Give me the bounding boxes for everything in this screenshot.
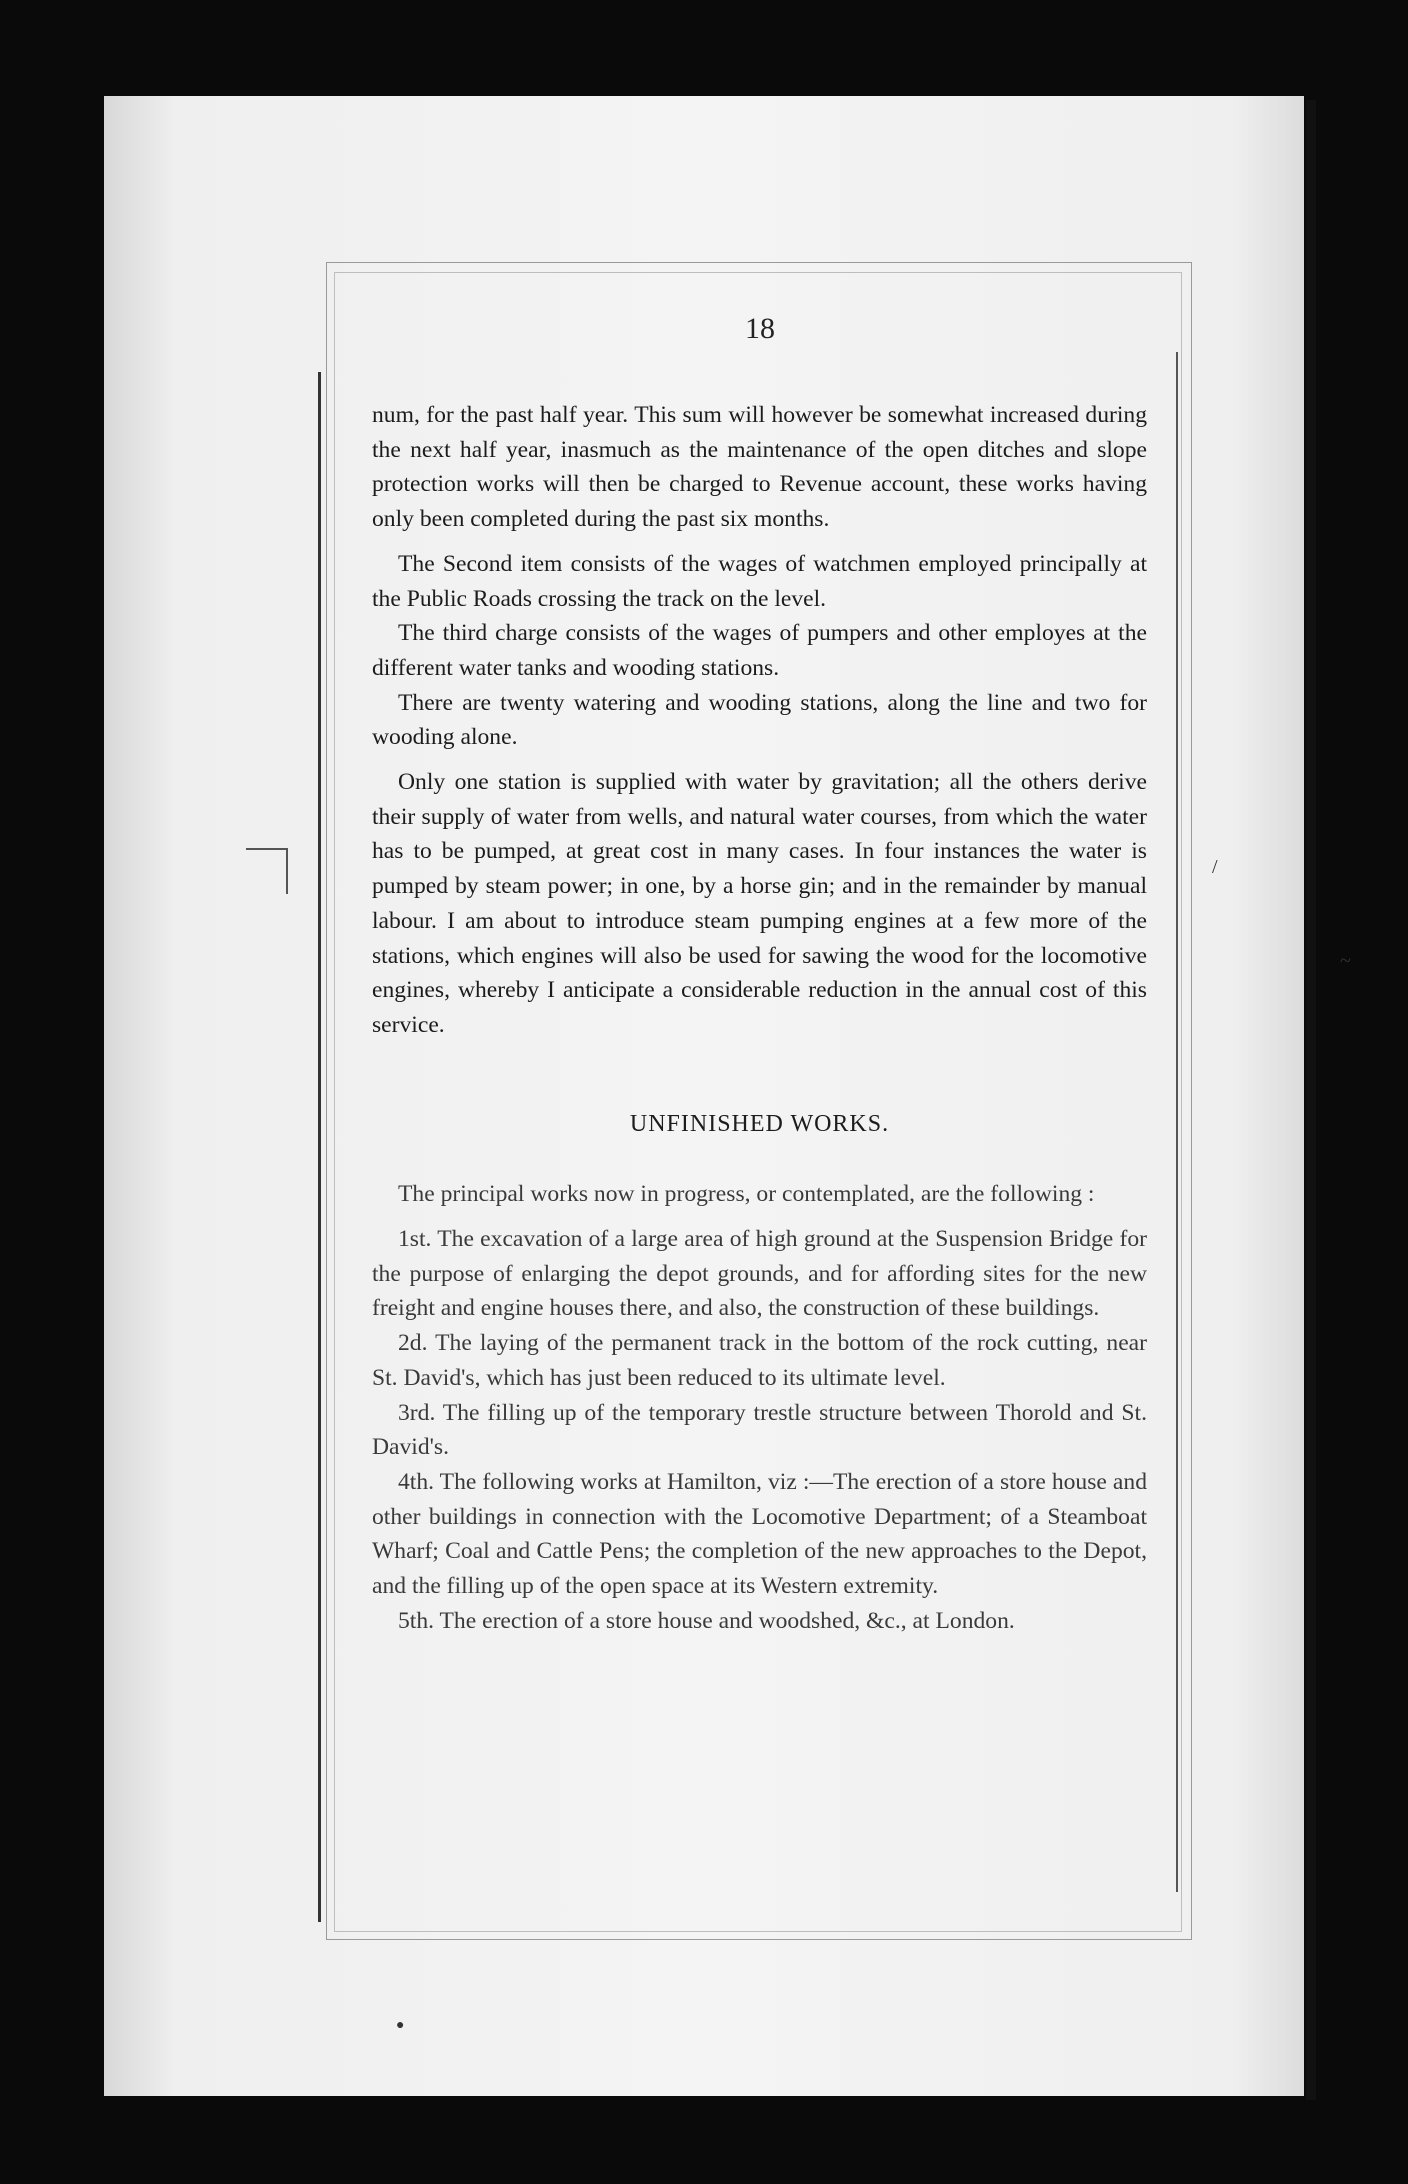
left-margin-rule: [318, 372, 321, 1922]
margin-bracket-mark: [246, 848, 288, 894]
body-paragraph: The Second item consists of the wages of watchmen employed principally at the Public Roads crossing the track on the level.: [372, 550, 1147, 612]
margin-speck: /: [1212, 856, 1218, 878]
list-item: 1st. The excavation of a large area of high ground at the Suspension Bridge for the purpose of enlarging the depot grounds, and for affording sites for the new freight and engine houses there, and also, the construction of these buildings.: [372, 1226, 1147, 1322]
page-number: 18: [745, 312, 775, 345]
body-paragraph: Only one station is supplied with water by gravitation; all the others derive their supply of water from wells, and natural water courses, from which the water has to be pumped, at great cost in many cases. In four instances the water is pumped by steam power; in one, by a horse gin; and in the remainder by manual labour. I am about to introduce steam pumping engines at a few more of the stations, which engines will also be used for sawing the wood for the locomotive engines, whereby I anticipate a considerable reduction in the annual cost of this service.: [372, 769, 1147, 1038]
margin-speck: ~: [1340, 950, 1351, 972]
body-paragraph: The third charge consists of the wages of pumpers and other employes at the different water tanks and wooding stations.: [372, 620, 1147, 681]
body-paragraph: The principal works now in progress, or contemplated, are the following :: [398, 1181, 1095, 1208]
list-item: 2d. The laying of the permanent track in the bottom of the rock cutting, near St. David's, which has just been reduced to its ultimate level.: [372, 1330, 1147, 1391]
margin-speck: ●: [396, 2018, 405, 2033]
right-margin-rule: [1176, 352, 1178, 1892]
body-paragraph: num, for the past half year. This sum will however be somewhat increased during the next half year, inasmuch as the maintenance of the open ditches and slope protection works will then be charged to Revenue account, these works having only been completed during the past six months.: [372, 402, 1147, 533]
list-item: 3rd. The filling up of the temporary trestle structure between Thorold and St. David's.: [372, 1399, 1147, 1461]
list-item: 5th. The erection of a store house and woodshed, &c., at London.: [398, 1607, 1015, 1634]
page-body: [372, 398, 1147, 1639]
page-gutter: [1306, 100, 1316, 2100]
section-heading: UNFINISHED WORKS.: [629, 1110, 890, 1137]
list-item: 4th. The following works at Hamilton, viz :—The erection of a store house and other buildings in connection with the Locomotive Department; of a Steamboat Wharf; Coal and Cattle Pens; the completion of the new approaches to the Depot, and the filling up of the open space at its Western extremity.: [372, 1468, 1147, 1600]
body-paragraph: There are twenty watering and wooding stations, along the line and two for wooding alone.: [372, 689, 1147, 751]
